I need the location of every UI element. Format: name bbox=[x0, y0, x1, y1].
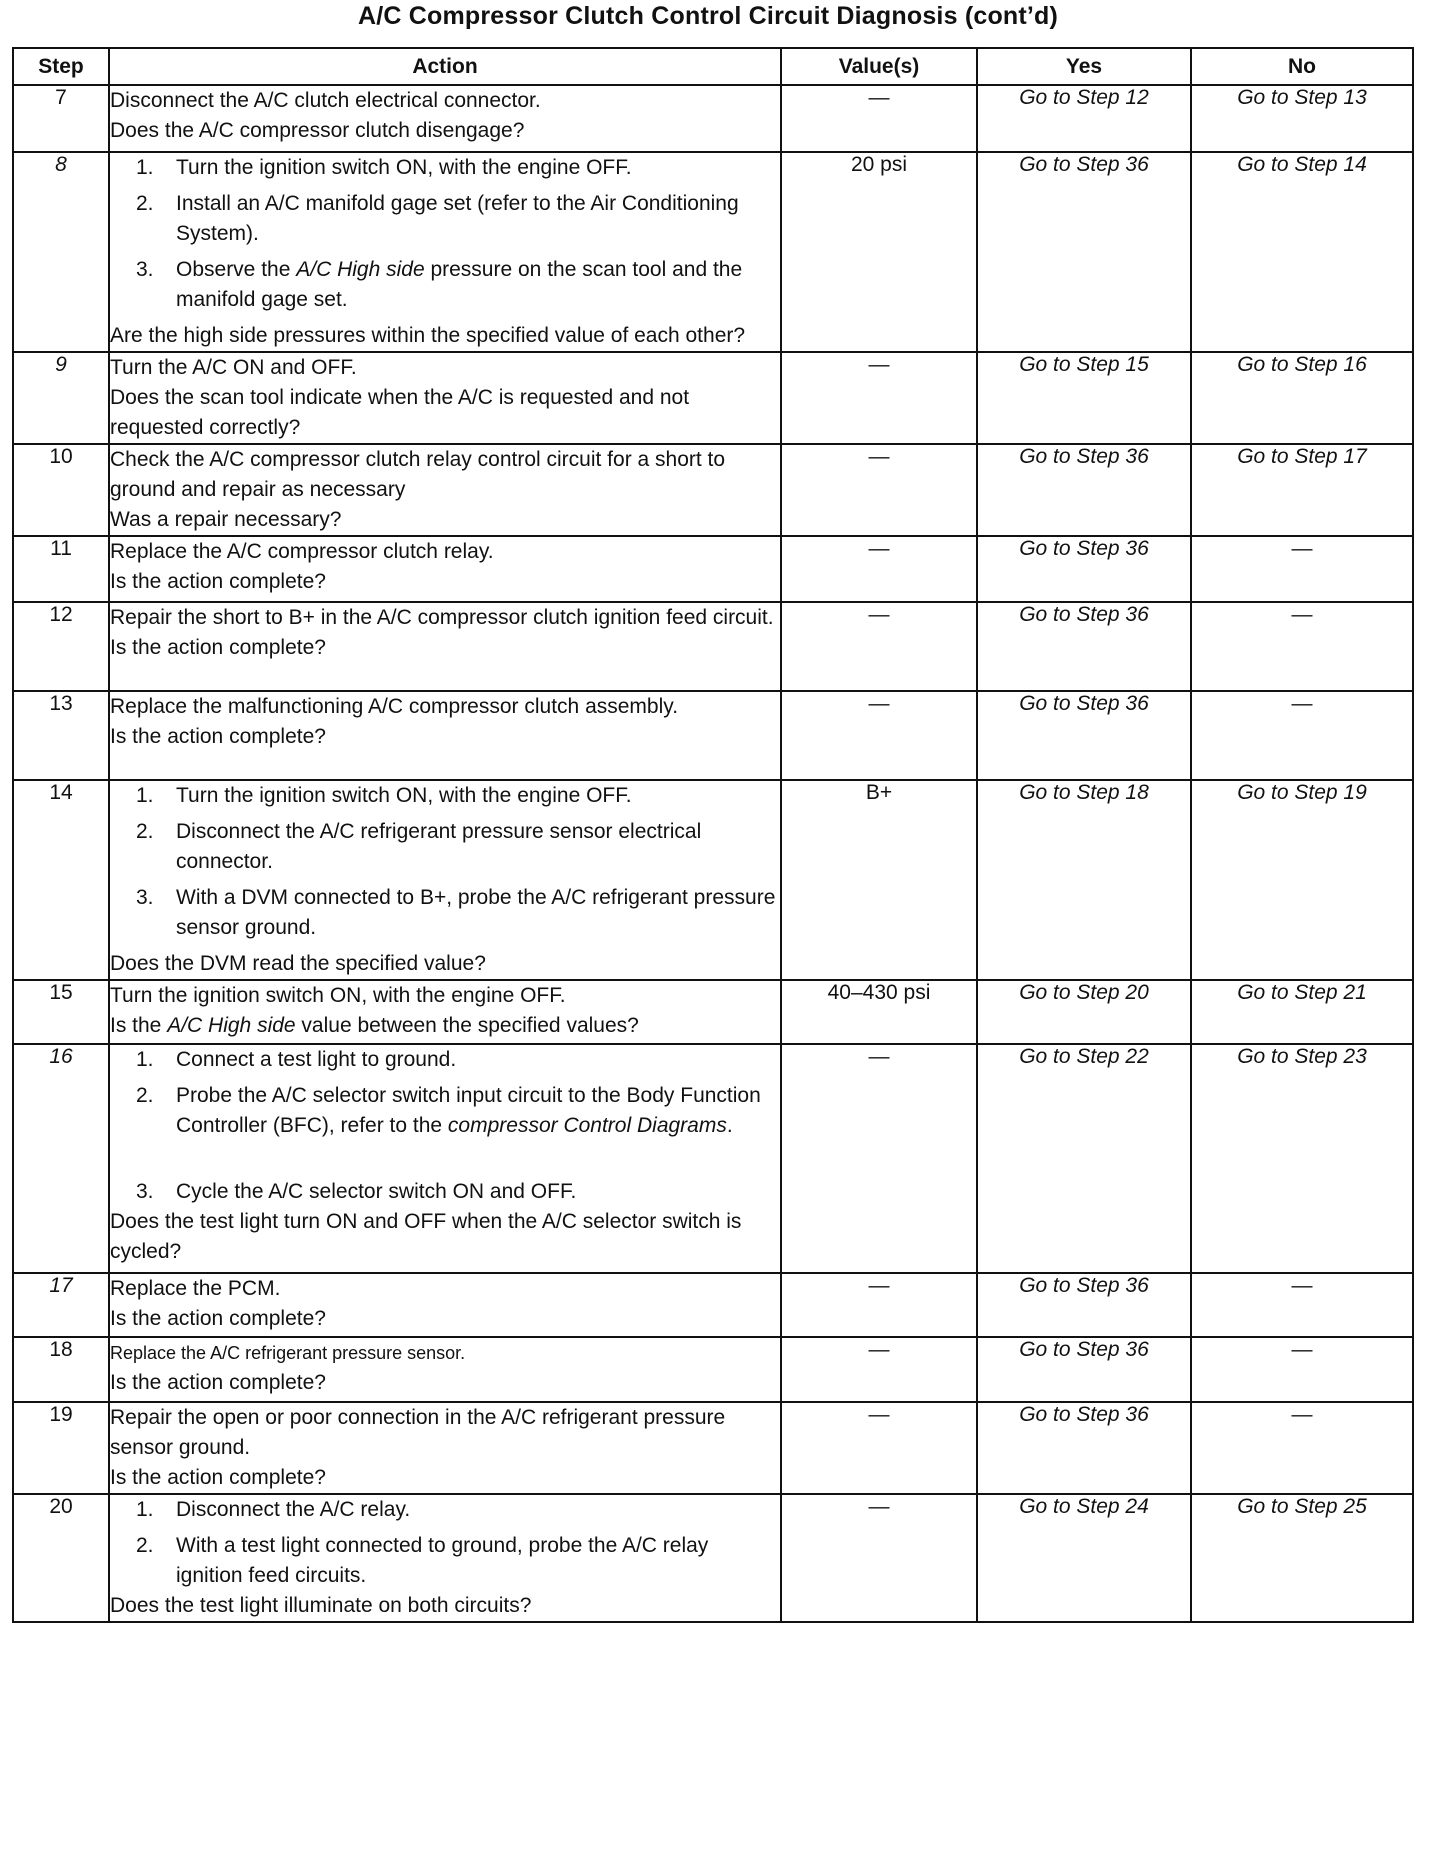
action-text: Disconnect the A/C clutch electrical connector. bbox=[110, 89, 541, 112]
no-cell: Go to Step 25 bbox=[1191, 1494, 1413, 1622]
substep-number: 2. bbox=[136, 192, 154, 215]
substep-list bbox=[110, 153, 780, 315]
table-row bbox=[13, 444, 1413, 536]
action-cell bbox=[109, 152, 781, 352]
action-question: Is the action complete? bbox=[110, 636, 326, 659]
substep-text: Observe the bbox=[176, 258, 297, 281]
yes-cell: Go to Step 36 bbox=[977, 536, 1191, 602]
yes-cell: Go to Step 36 bbox=[977, 152, 1191, 352]
no-cell: Go to Step 21 bbox=[1191, 980, 1413, 1044]
value-cell: 20 psi bbox=[781, 152, 977, 352]
value-cell: — bbox=[781, 352, 977, 444]
action-text: Replace the PCM. bbox=[110, 1277, 281, 1300]
question-emphasis: A/C High side bbox=[167, 1014, 296, 1037]
yes-cell: Go to Step 22 bbox=[977, 1044, 1191, 1273]
substep-list bbox=[110, 781, 780, 943]
no-cell: Go to Step 16 bbox=[1191, 352, 1413, 444]
action-question: Is the action complete? bbox=[110, 1307, 326, 1330]
substep-number: 2. bbox=[136, 820, 154, 843]
yes-cell: Go to Step 36 bbox=[977, 1273, 1191, 1337]
substep-text: Disconnect the A/C relay. bbox=[176, 1498, 411, 1521]
action-cell bbox=[109, 352, 781, 444]
table-row bbox=[13, 352, 1413, 444]
value-cell: — bbox=[781, 85, 977, 152]
value-cell: — bbox=[781, 1337, 977, 1402]
substep-item bbox=[110, 781, 780, 811]
substep-text: Connect a test light to ground. bbox=[176, 1048, 457, 1071]
action-question: Is the action complete? bbox=[110, 725, 326, 748]
yes-cell: Go to Step 20 bbox=[977, 980, 1191, 1044]
substep-emphasis: A/C High side bbox=[296, 258, 425, 281]
action-question: Does the A/C compressor clutch disengage? bbox=[110, 119, 525, 142]
table-row bbox=[13, 780, 1413, 980]
substep-text: Turn the ignition switch ON, with the engine OFF. bbox=[176, 156, 632, 179]
table-row bbox=[13, 1273, 1413, 1337]
no-cell: — bbox=[1191, 1402, 1413, 1494]
value-cell: — bbox=[781, 1494, 977, 1622]
action-question: Are the high side pressures within the specified value of each other? bbox=[110, 324, 746, 347]
yes-cell: Go to Step 18 bbox=[977, 780, 1191, 980]
action-cell bbox=[109, 980, 781, 1044]
substep-item bbox=[110, 1177, 780, 1207]
substep-item bbox=[110, 153, 780, 183]
action-cell bbox=[109, 1044, 781, 1273]
question-text: Is the bbox=[110, 1014, 168, 1037]
action-text: Replace the A/C refrigerant pressure sensor. bbox=[110, 1343, 466, 1363]
substep-item bbox=[110, 1495, 780, 1525]
header-yes: Yes bbox=[977, 48, 1191, 85]
substep-text: With a DVM connected to B+, probe the A/C refrigerant pressure sensor ground. bbox=[176, 886, 776, 939]
header-step: Step bbox=[13, 48, 109, 85]
yes-cell: Go to Step 36 bbox=[977, 444, 1191, 536]
action-cell bbox=[109, 1494, 781, 1622]
yes-cell: Go to Step 36 bbox=[977, 1337, 1191, 1402]
step-number: 20 bbox=[13, 1494, 109, 1622]
step-number: 7 bbox=[13, 85, 109, 152]
substep-number: 1. bbox=[136, 784, 154, 807]
no-cell: Go to Step 17 bbox=[1191, 444, 1413, 536]
step-number: 18 bbox=[13, 1337, 109, 1402]
step-number: 15 bbox=[13, 980, 109, 1044]
substep-item bbox=[110, 1531, 780, 1591]
table-row bbox=[13, 536, 1413, 602]
substep-number: 1. bbox=[136, 156, 154, 179]
action-cell bbox=[109, 444, 781, 536]
substep-number: 3. bbox=[136, 1180, 154, 1203]
action-cell bbox=[109, 536, 781, 602]
no-cell: Go to Step 19 bbox=[1191, 780, 1413, 980]
action-question: Does the scan tool indicate when the A/C is requested and not requested correctly? bbox=[110, 386, 690, 439]
substep-number: 1. bbox=[136, 1048, 154, 1071]
value-cell: — bbox=[781, 602, 977, 691]
substep-text: With a test light connected to ground, probe the A/C relay ignition feed circuits. bbox=[176, 1534, 709, 1587]
action-cell bbox=[109, 85, 781, 152]
value-cell: 40–430 psi bbox=[781, 980, 977, 1044]
yes-cell: Go to Step 24 bbox=[977, 1494, 1191, 1622]
action-text: Turn the A/C ON and OFF. bbox=[110, 356, 357, 379]
value-cell: — bbox=[781, 536, 977, 602]
value-cell: — bbox=[781, 1402, 977, 1494]
page-title: A/C Compressor Clutch Control Circuit Diagnosis (cont’d) bbox=[357, 2, 1059, 30]
step-number: 16 bbox=[13, 1044, 109, 1273]
table-header-row bbox=[13, 48, 1413, 85]
substep-item bbox=[110, 883, 780, 943]
substep-emphasis: compressor Control Diagrams bbox=[447, 1114, 727, 1137]
substep-item bbox=[110, 817, 780, 877]
step-number: 11 bbox=[13, 536, 109, 602]
substep-text-tail: pressure on the scan tool and the manifold gage set. bbox=[176, 258, 743, 311]
action-question bbox=[110, 1011, 780, 1041]
step-number: 14 bbox=[13, 780, 109, 980]
substep-item bbox=[110, 1081, 780, 1141]
substep-text: Turn the ignition switch ON, with the engine OFF. bbox=[176, 784, 632, 807]
no-cell: — bbox=[1191, 602, 1413, 691]
action-cell bbox=[109, 1273, 781, 1337]
action-text: Repair the open or poor connection in the A/C refrigerant pressure sensor ground. bbox=[110, 1406, 726, 1459]
action-question: Does the test light illuminate on both circuits? bbox=[110, 1594, 532, 1617]
table-row bbox=[13, 691, 1413, 780]
value-cell: — bbox=[781, 444, 977, 536]
action-text: Check the A/C compressor clutch relay control circuit for a short to ground and repair as necessary bbox=[110, 448, 726, 501]
action-question: Is the action complete? bbox=[110, 570, 326, 593]
step-number: 8 bbox=[13, 152, 109, 352]
action-question: Is the action complete? bbox=[110, 1371, 326, 1394]
header-action: Action bbox=[109, 48, 781, 85]
action-cell bbox=[109, 691, 781, 780]
no-cell: — bbox=[1191, 1273, 1413, 1337]
action-question: Was a repair necessary? bbox=[110, 508, 342, 531]
substep-list bbox=[110, 1495, 780, 1591]
substep-number: 3. bbox=[136, 886, 154, 909]
action-text: Repair the short to B+ in the A/C compressor clutch ignition feed circuit. bbox=[110, 606, 774, 629]
substep-text: Cycle the A/C selector switch ON and OFF. bbox=[176, 1180, 577, 1203]
substep-text-tail: . bbox=[726, 1114, 733, 1137]
yes-cell: Go to Step 36 bbox=[977, 1402, 1191, 1494]
substep-number: 3. bbox=[136, 258, 154, 281]
no-cell: Go to Step 23 bbox=[1191, 1044, 1413, 1273]
substep-number: 2. bbox=[136, 1084, 154, 1107]
substep-number: 2. bbox=[136, 1534, 154, 1557]
value-cell: B+ bbox=[781, 780, 977, 980]
table-row bbox=[13, 1494, 1413, 1622]
table-row bbox=[13, 1402, 1413, 1494]
question-text-tail: value between the specified values? bbox=[295, 1014, 639, 1037]
step-number: 19 bbox=[13, 1402, 109, 1494]
action-question: Is the action complete? bbox=[110, 1466, 326, 1489]
no-cell: Go to Step 13 bbox=[1191, 85, 1413, 152]
action-text: Replace the A/C compressor clutch relay. bbox=[110, 540, 494, 563]
substep-item bbox=[110, 1045, 780, 1075]
value-cell: — bbox=[781, 1044, 977, 1273]
substep-text: Probe the A/C selector switch input circuit to the Body Function Controller (BFC), refer to the bbox=[176, 1084, 761, 1137]
substep-item bbox=[110, 255, 780, 315]
yes-cell: Go to Step 36 bbox=[977, 691, 1191, 780]
action-text: Turn the ignition switch ON, with the engine OFF. bbox=[110, 984, 566, 1007]
substep-text: Disconnect the A/C refrigerant pressure sensor electrical connector. bbox=[176, 820, 702, 873]
diagnosis-table bbox=[12, 47, 1414, 1623]
value-cell: — bbox=[781, 691, 977, 780]
table-row bbox=[13, 980, 1413, 1044]
action-question: Does the DVM read the specified value? bbox=[110, 952, 486, 975]
table-row bbox=[13, 602, 1413, 691]
step-number: 17 bbox=[13, 1273, 109, 1337]
header-values: Value(s) bbox=[781, 48, 977, 85]
no-cell: — bbox=[1191, 691, 1413, 780]
action-cell bbox=[109, 1402, 781, 1494]
substep-number: 1. bbox=[136, 1498, 154, 1521]
action-question: Does the test light turn ON and OFF when the A/C selector switch is cycled? bbox=[110, 1210, 742, 1263]
table-row bbox=[13, 85, 1413, 152]
yes-cell: Go to Step 36 bbox=[977, 602, 1191, 691]
yes-cell: Go to Step 12 bbox=[977, 85, 1191, 152]
action-cell bbox=[109, 1337, 781, 1402]
step-number: 10 bbox=[13, 444, 109, 536]
table-row bbox=[13, 152, 1413, 352]
value-cell: — bbox=[781, 1273, 977, 1337]
substep-item bbox=[110, 189, 780, 249]
no-cell: Go to Step 14 bbox=[1191, 152, 1413, 352]
header-no: No bbox=[1191, 48, 1413, 85]
substep-text: Install an A/C manifold gage set (refer to the Air Conditioning System). bbox=[176, 192, 739, 245]
action-cell bbox=[109, 602, 781, 691]
table-row bbox=[13, 1337, 1413, 1402]
action-cell bbox=[109, 780, 781, 980]
no-cell: — bbox=[1191, 536, 1413, 602]
yes-cell: Go to Step 15 bbox=[977, 352, 1191, 444]
no-cell: — bbox=[1191, 1337, 1413, 1402]
step-number: 9 bbox=[13, 352, 109, 444]
action-text: Replace the malfunctioning A/C compressor clutch assembly. bbox=[110, 695, 679, 718]
table-row bbox=[13, 1044, 1413, 1273]
step-number: 12 bbox=[13, 602, 109, 691]
substep-list bbox=[110, 1045, 780, 1207]
step-number: 13 bbox=[13, 691, 109, 780]
